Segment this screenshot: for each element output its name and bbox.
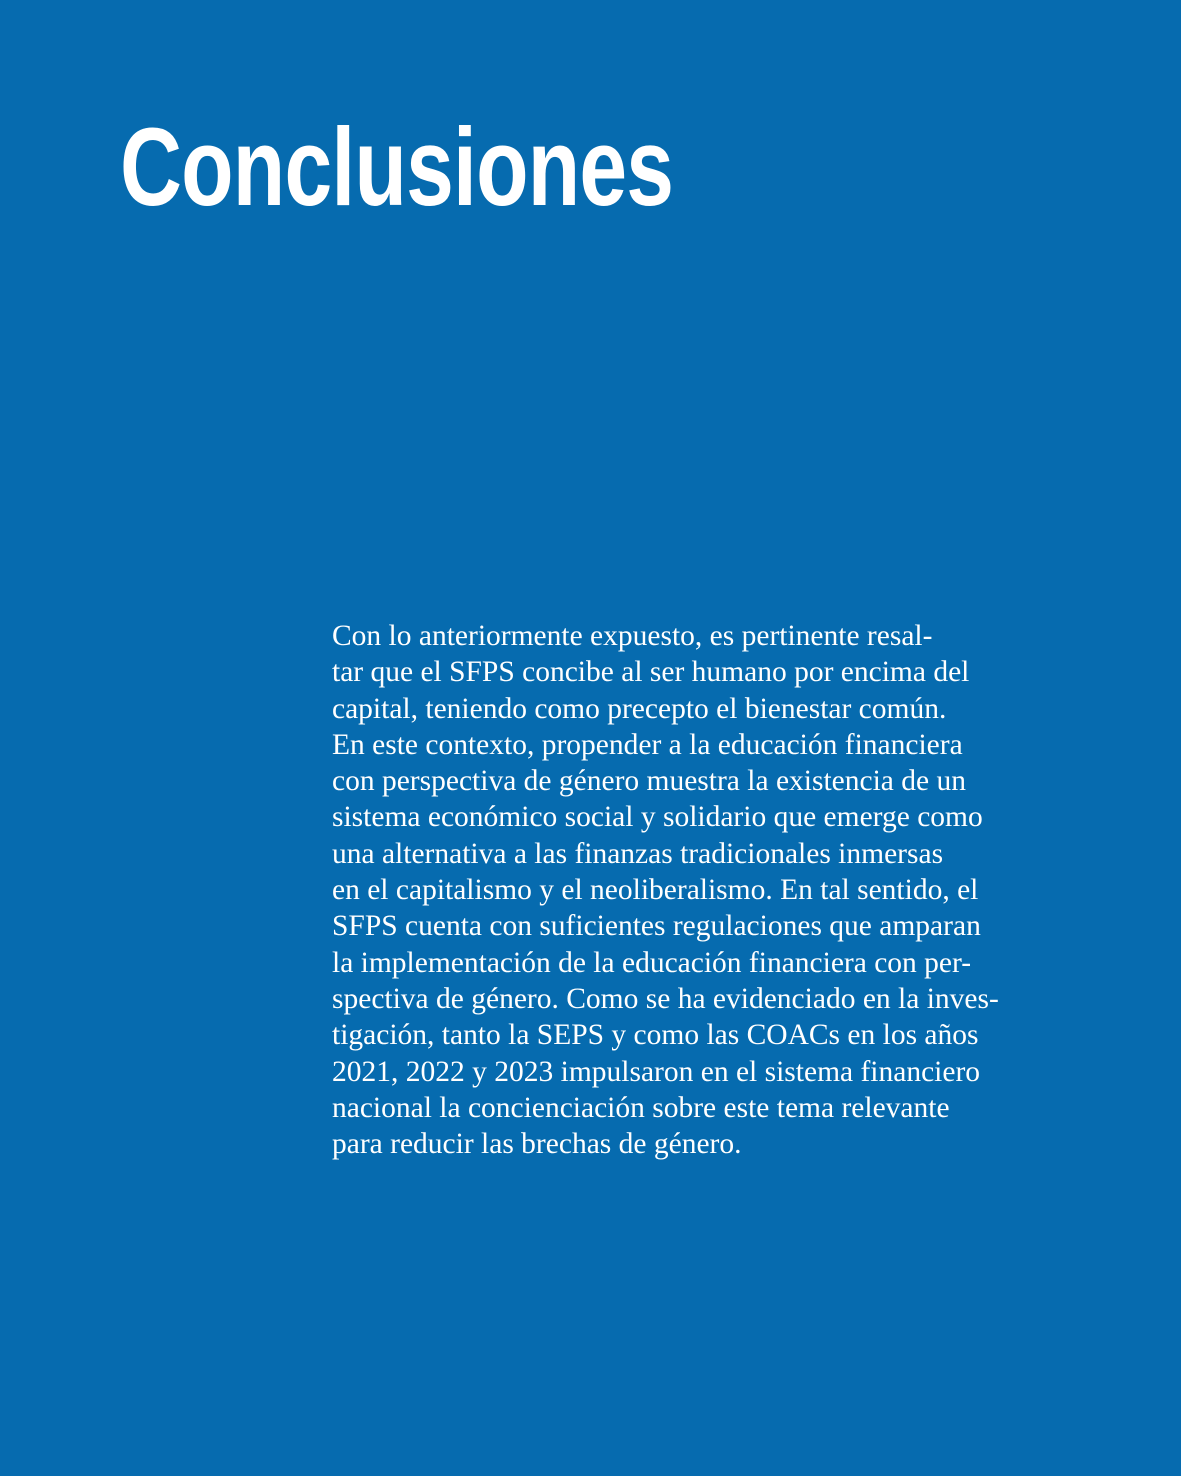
paragraph-line: con perspectiva de género muestra la existencia de un [332, 765, 966, 798]
paragraph-line: tar que el SFPS concibe al ser humano por encima del [332, 656, 970, 689]
paragraph-line: Con lo anteriormente expuesto, es pertinente resal- [332, 620, 933, 652]
paragraph-line: En este contexto, propender a la educación financiera [332, 728, 963, 761]
paragraph-line: capital, teniendo como precepto el bienestar común. [332, 692, 947, 725]
paragraph-line: 2021, 2022 y 2023 impulsaron en el sistema financiero [332, 1055, 981, 1088]
paragraph-line: para reducir las brechas de género. [332, 1128, 742, 1161]
paragraph-line: sistema económico social y solidario que emerge como [332, 801, 983, 834]
paragraph-line: en el capitalismo y el neoliberalismo. En tal sentido, el [332, 874, 979, 907]
paragraph-line: SFPS cuenta con suficientes regulaciones que amparan [332, 910, 981, 943]
conclusion-paragraph [332, 618, 1072, 1162]
paragraph-line: tigación, tanto la SEPS y como las COACs en los años [332, 1019, 979, 1052]
paragraph-line: spectiva de género. Como se ha evidenciado en la inves- [332, 982, 999, 1015]
page-title: Conclusiones [120, 106, 674, 229]
paragraph-line: la implementación de la educación financiera con per- [332, 946, 972, 979]
paragraph-line: una alternativa a las finanzas tradicionales inmersas [332, 837, 944, 870]
paragraph-line: nacional la concienciación sobre este tema relevante [332, 1091, 950, 1124]
